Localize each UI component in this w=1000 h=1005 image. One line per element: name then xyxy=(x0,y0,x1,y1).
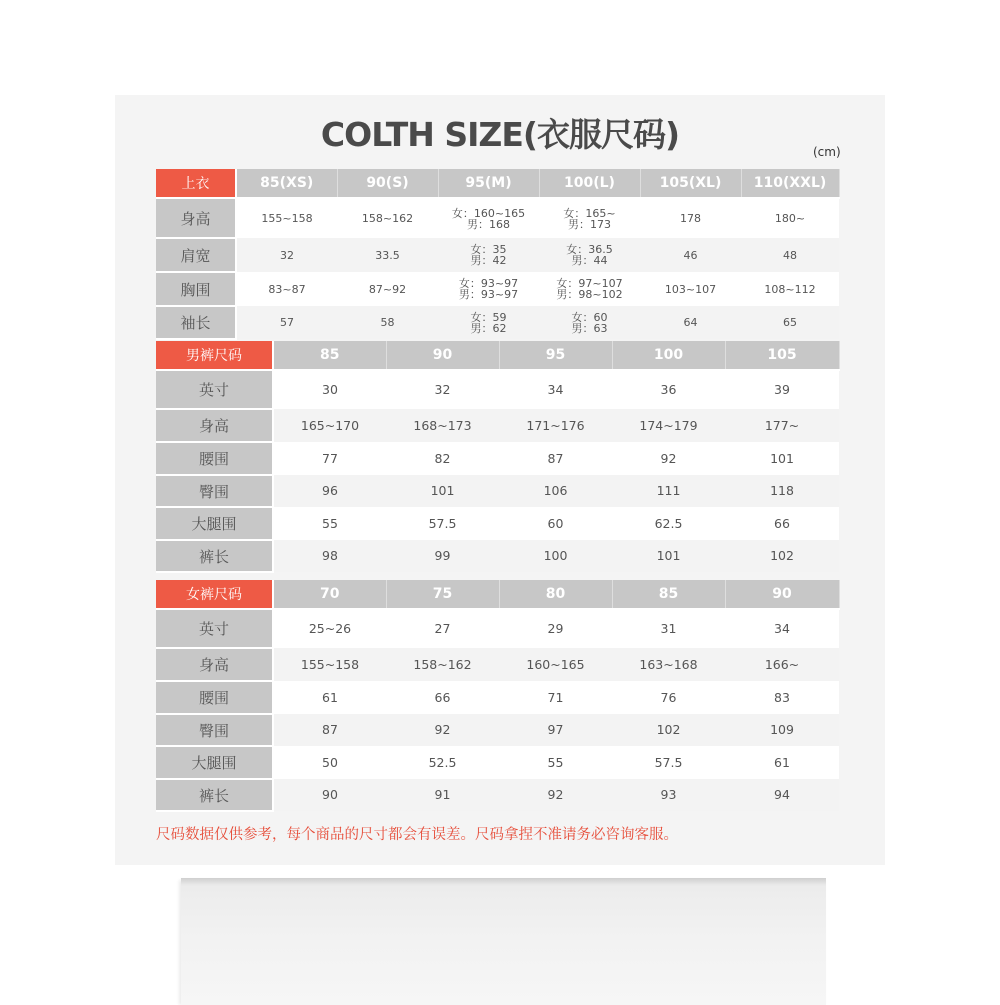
table-cell xyxy=(640,306,741,339)
table-cell: 99 xyxy=(386,540,499,572)
table-cell: 57.5 xyxy=(386,507,499,540)
table-cell: 34 xyxy=(499,370,612,409)
table-cell xyxy=(741,238,839,272)
cell-value: 155~158 xyxy=(261,212,313,225)
table-row xyxy=(156,238,839,272)
row-label: 大腿围 xyxy=(156,746,273,779)
table-cell: 111 xyxy=(612,475,725,507)
table-cell xyxy=(640,198,741,238)
tops-size-header: 90(S) xyxy=(337,169,438,198)
table-cell: 106 xyxy=(499,475,612,507)
table-cell: 27 xyxy=(386,609,499,648)
table-row xyxy=(156,272,839,306)
cell-value-men: 男：63 xyxy=(571,321,608,335)
cell-value-women: 女：93~97 xyxy=(458,277,519,290)
table-cell xyxy=(539,272,640,306)
cell-value: 46 xyxy=(683,248,698,262)
table-cell: 168~173 xyxy=(386,409,499,442)
table-cell: 39 xyxy=(725,370,839,409)
row-label: 裤长 xyxy=(156,779,273,811)
unit-label: (cm) xyxy=(813,145,841,159)
cell-value-men: 男：62 xyxy=(470,321,507,335)
table-row xyxy=(156,442,839,475)
women-pants-size-table xyxy=(156,580,840,812)
cell-value: 87~92 xyxy=(368,282,407,296)
table-cell: 163~168 xyxy=(612,648,725,681)
table-cell xyxy=(236,306,337,339)
women-pants-size-header: 70 xyxy=(273,580,386,609)
table-cell: 50 xyxy=(273,746,386,779)
cell-value: 178 xyxy=(680,212,701,225)
cell-value-men: 男：44 xyxy=(571,254,608,267)
men-pants-size-header: 105 xyxy=(725,341,839,370)
disclaimer-text: 尺码数据仅供参考，每个商品的尺寸都会有误差。尺码拿捏不准请务必咨询客服。 xyxy=(156,827,678,843)
cell-value: 33.5 xyxy=(375,248,400,262)
table-row xyxy=(156,370,839,409)
table-cell: 109 xyxy=(725,714,839,746)
table-cell: 98 xyxy=(273,540,386,572)
table-cell xyxy=(741,306,839,339)
table-cell xyxy=(337,198,438,238)
row-label: 身高 xyxy=(156,648,273,681)
table-cell: 101 xyxy=(725,442,839,475)
cell-value: 58 xyxy=(380,316,395,329)
row-label: 身高 xyxy=(156,198,236,238)
table-cell: 30 xyxy=(273,370,386,409)
tops-size-header: 110(XXL) xyxy=(741,169,839,198)
cell-value: 103~107 xyxy=(664,282,717,296)
table-cell: 177~ xyxy=(725,409,839,442)
cell-value-men: 男：93~97 xyxy=(458,288,519,301)
table-cell: 87 xyxy=(273,714,386,746)
table-cell: 62.5 xyxy=(612,507,725,540)
table-cell: 52.5 xyxy=(386,746,499,779)
table-cell xyxy=(337,238,438,272)
table-row xyxy=(156,409,839,442)
cell-value-women: 女：60 xyxy=(571,310,608,324)
men-pants-header-row xyxy=(156,341,839,370)
table-cell: 171~176 xyxy=(499,409,612,442)
table-cell: 82 xyxy=(386,442,499,475)
men-pants-size-header: 100 xyxy=(612,341,725,370)
display-stand-edge xyxy=(181,878,826,884)
table-cell xyxy=(640,272,741,306)
table-cell: 83 xyxy=(725,681,839,714)
women-pants-section-label: 女裤尺码 xyxy=(156,580,273,609)
men-pants-size-header: 85 xyxy=(273,341,386,370)
table-cell: 87 xyxy=(499,442,612,475)
table-cell: 55 xyxy=(499,746,612,779)
row-label: 肩宽 xyxy=(156,238,236,272)
cell-value: 158~162 xyxy=(361,212,414,225)
row-label: 袖长 xyxy=(156,306,236,339)
cell-value-men: 男：168 xyxy=(467,217,510,231)
table-cell xyxy=(236,272,337,306)
row-label: 大腿围 xyxy=(156,507,273,540)
table-cell xyxy=(236,198,337,238)
tops-size-header: 95(M) xyxy=(438,169,539,198)
table-cell: 31 xyxy=(612,609,725,648)
table-cell: 32 xyxy=(386,370,499,409)
table-cell: 94 xyxy=(725,779,839,811)
table-cell: 97 xyxy=(499,714,612,746)
page-title: COLTH SIZE(衣服尺码) xyxy=(320,115,680,154)
cell-value-women: 女：36.5 xyxy=(566,243,613,256)
table-cell xyxy=(539,238,640,272)
table-cell: 155~158 xyxy=(273,648,386,681)
table-row xyxy=(156,475,839,507)
tops-size-header: 105(XL) xyxy=(640,169,741,198)
table-cell: 174~179 xyxy=(612,409,725,442)
table-cell: 102 xyxy=(612,714,725,746)
table-cell: 36 xyxy=(612,370,725,409)
table-cell: 29 xyxy=(499,609,612,648)
table-cell xyxy=(438,272,539,306)
table-row xyxy=(156,198,839,238)
table-cell: 57.5 xyxy=(612,746,725,779)
table-cell xyxy=(741,272,839,306)
cell-value: 83~87 xyxy=(268,282,306,296)
table-cell: 158~162 xyxy=(386,648,499,681)
display-stand xyxy=(181,880,826,1005)
table-row xyxy=(156,507,839,540)
table-cell: 102 xyxy=(725,540,839,572)
table-cell: 90 xyxy=(273,779,386,811)
row-label: 英寸 xyxy=(156,609,273,648)
cell-value: 180~ xyxy=(774,212,806,225)
table-cell: 34 xyxy=(725,609,839,648)
men-pants-section-label: 男裤尺码 xyxy=(156,341,273,370)
tops-size-header: 85(XS) xyxy=(236,169,337,198)
table-cell xyxy=(539,306,640,339)
tops-section-label: 上衣 xyxy=(156,169,236,198)
men-pants-size-table xyxy=(156,341,840,573)
tops-header-row xyxy=(156,169,839,198)
row-label: 身高 xyxy=(156,409,273,442)
table-cell: 101 xyxy=(386,475,499,507)
table-cell: 166~ xyxy=(725,648,839,681)
table-row xyxy=(156,746,839,779)
row-label: 臀围 xyxy=(156,714,273,746)
table-cell: 92 xyxy=(386,714,499,746)
tops-size-table xyxy=(156,169,840,340)
cell-value: 65 xyxy=(783,316,797,329)
women-pants-size-header: 85 xyxy=(612,580,725,609)
table-row xyxy=(156,540,839,572)
table-cell: 66 xyxy=(725,507,839,540)
cell-value-women: 女：160~165 xyxy=(451,206,526,220)
table-cell: 77 xyxy=(273,442,386,475)
row-label: 英寸 xyxy=(156,370,273,409)
table-cell: 91 xyxy=(386,779,499,811)
row-label: 腰围 xyxy=(156,442,273,475)
row-label: 胸围 xyxy=(156,272,236,306)
men-pants-size-header: 95 xyxy=(499,341,612,370)
women-pants-header-row xyxy=(156,580,839,609)
women-pants-size-header: 75 xyxy=(386,580,499,609)
cell-value-men: 男：173 xyxy=(568,217,611,231)
table-cell: 71 xyxy=(499,681,612,714)
table-cell: 66 xyxy=(386,681,499,714)
table-cell xyxy=(438,198,539,238)
table-cell: 165~170 xyxy=(273,409,386,442)
cell-value: 32 xyxy=(280,248,294,262)
table-cell: 76 xyxy=(612,681,725,714)
table-cell: 25~26 xyxy=(273,609,386,648)
men-pants-size-header: 90 xyxy=(386,341,499,370)
table-cell: 93 xyxy=(612,779,725,811)
table-row xyxy=(156,609,839,648)
cell-value-women: 女：35 xyxy=(470,243,507,256)
table-cell: 61 xyxy=(273,681,386,714)
table-cell: 55 xyxy=(273,507,386,540)
cell-value-women: 女：97~107 xyxy=(556,277,623,290)
table-cell xyxy=(236,238,337,272)
table-cell xyxy=(741,198,839,238)
cell-value: 48 xyxy=(783,248,797,262)
table-cell xyxy=(640,238,741,272)
table-cell xyxy=(337,306,438,339)
table-cell: 61 xyxy=(725,746,839,779)
cell-value: 57 xyxy=(280,316,294,329)
table-cell: 118 xyxy=(725,475,839,507)
row-label: 裤长 xyxy=(156,540,273,572)
cell-value: 108~112 xyxy=(764,282,816,296)
table-cell xyxy=(438,238,539,272)
cell-value-men: 男：42 xyxy=(470,254,507,267)
table-row xyxy=(156,681,839,714)
cell-value: 64 xyxy=(683,316,698,329)
table-row xyxy=(156,779,839,811)
table-cell xyxy=(438,306,539,339)
cell-value-women: 女：165~ xyxy=(563,206,616,220)
women-pants-size-header: 80 xyxy=(499,580,612,609)
table-cell: 92 xyxy=(612,442,725,475)
table-cell: 100 xyxy=(499,540,612,572)
table-row xyxy=(156,714,839,746)
women-pants-size-header: 90 xyxy=(725,580,839,609)
tops-size-header: 100(L) xyxy=(539,169,640,198)
table-cell: 160~165 xyxy=(499,648,612,681)
table-row xyxy=(156,306,839,339)
row-label: 臀围 xyxy=(156,475,273,507)
table-cell xyxy=(539,198,640,238)
table-cell: 60 xyxy=(499,507,612,540)
table-cell: 92 xyxy=(499,779,612,811)
cell-value-women: 女：59 xyxy=(470,310,507,324)
table-cell xyxy=(337,272,438,306)
table-cell: 101 xyxy=(612,540,725,572)
cell-value-men: 男：98~102 xyxy=(556,288,623,301)
row-label: 腰围 xyxy=(156,681,273,714)
table-cell: 96 xyxy=(273,475,386,507)
table-row xyxy=(156,648,839,681)
